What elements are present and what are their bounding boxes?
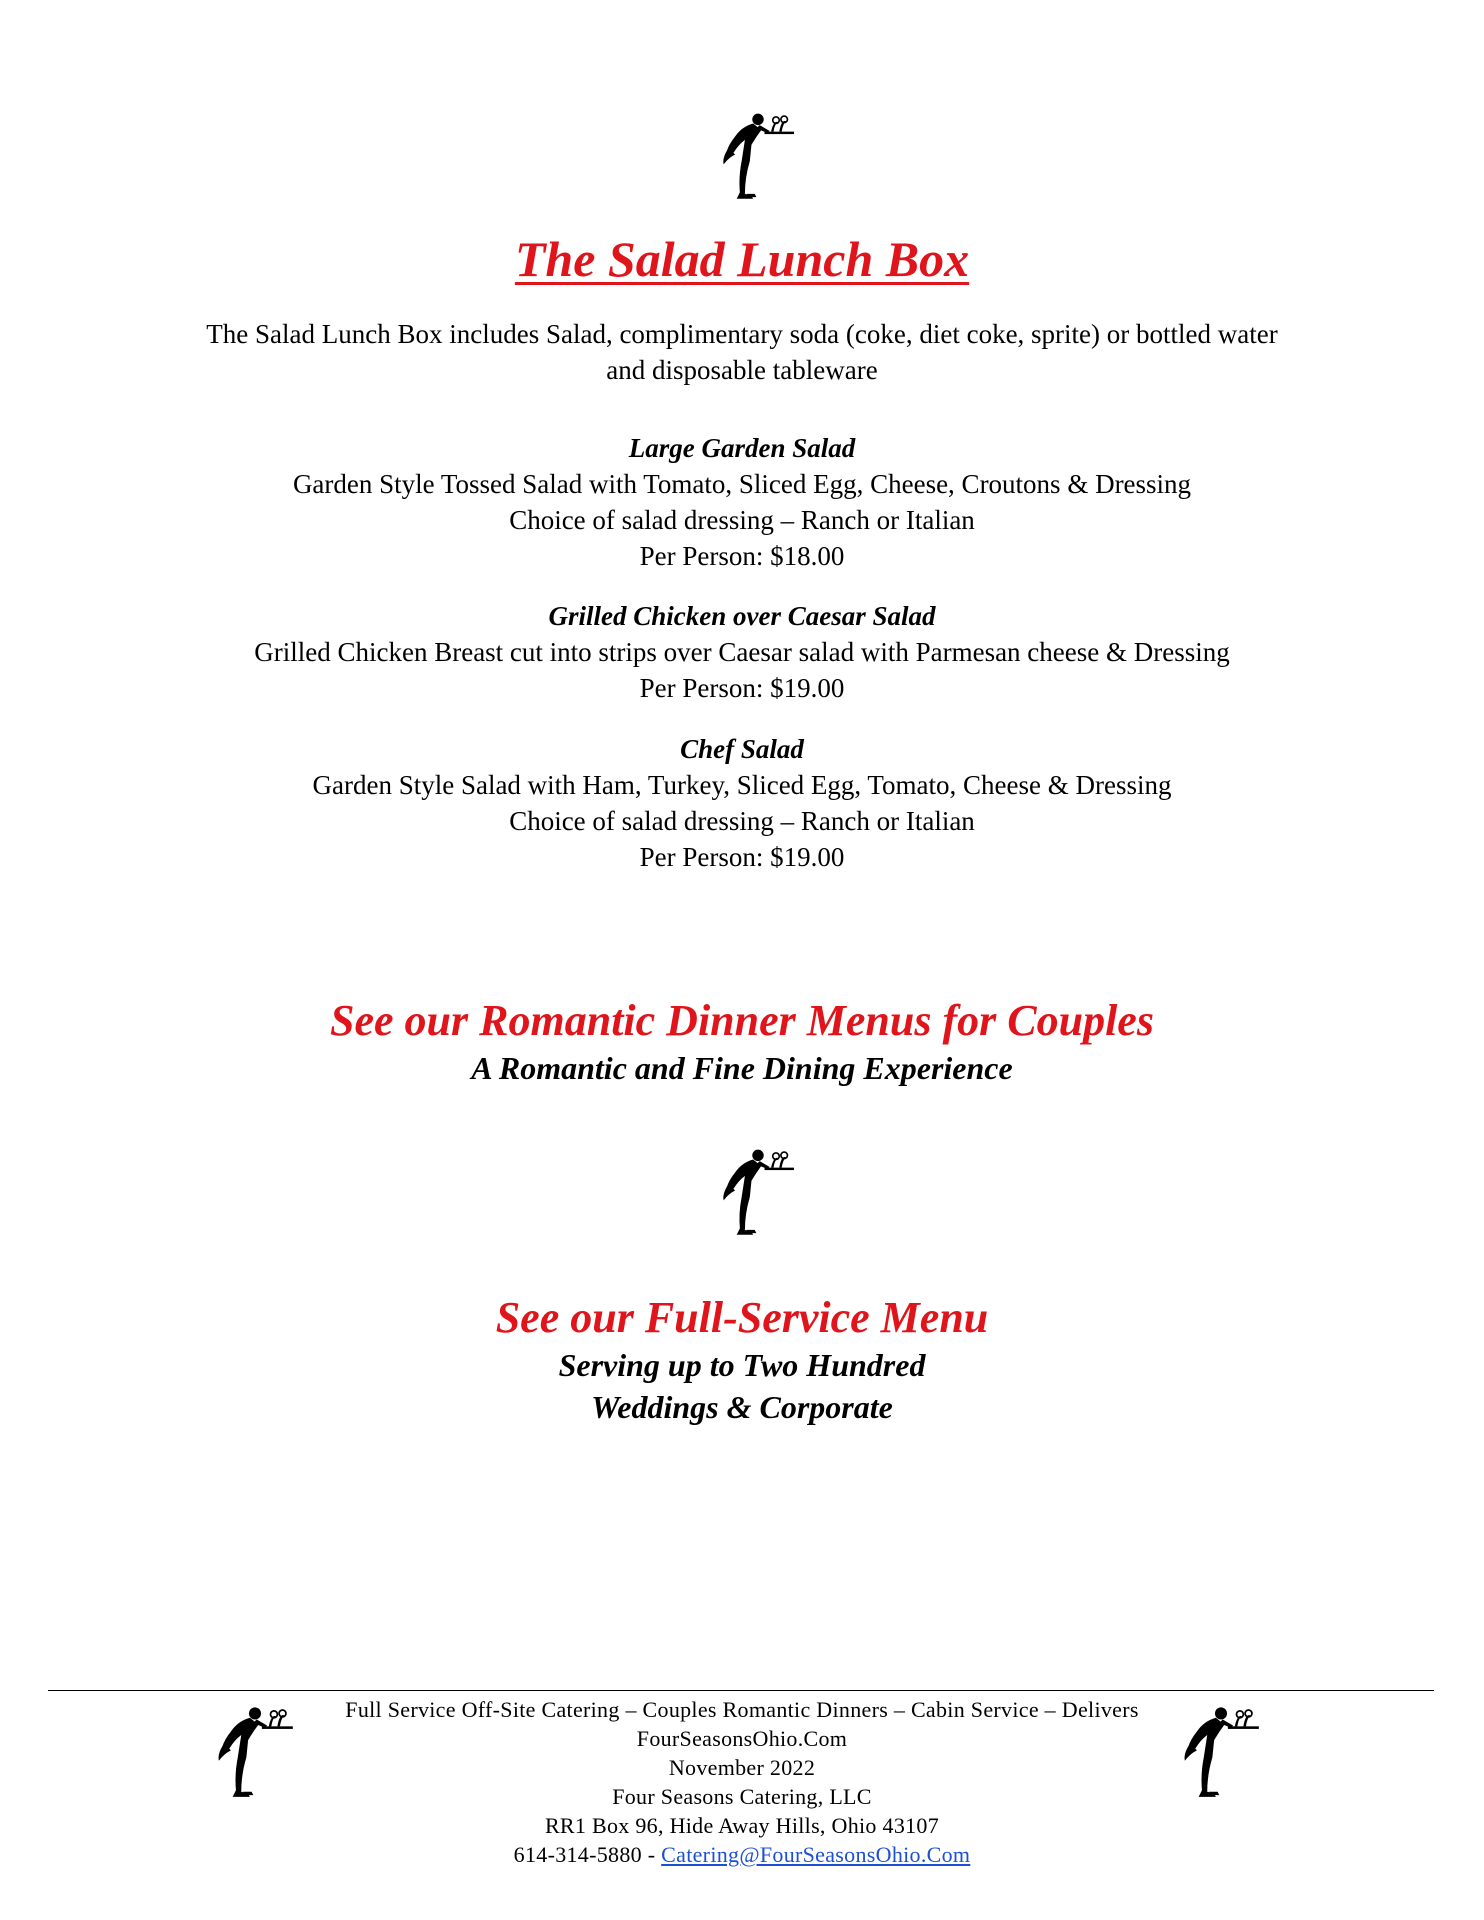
promo-full-service [0, 1292, 1484, 1428]
footer-email-link[interactable]: Catering@FourSeasonsOhio.Com [661, 1842, 971, 1867]
menu-item-dressing: Choice of salad dressing – Ranch or Italian [509, 806, 975, 836]
footer-company: Four Seasons Catering, LLC [612, 1784, 872, 1809]
menu-item-grilled-chicken-caesar [0, 598, 1484, 706]
menu-item-name: Chef Salad [680, 734, 804, 764]
promo-full-service-subtitle-1: Serving up to Two Hundred [558, 1347, 926, 1383]
menu-item-price: Per Person: $19.00 [639, 842, 845, 872]
waiter-with-tray-icon [710, 112, 806, 202]
footer-phone: 614-314-5880 [513, 1842, 642, 1867]
page-title: The Salad Lunch Box [514, 231, 970, 287]
menu-item-price: Per Person: $19.00 [639, 673, 845, 703]
intro-line-2: and disposable tableware [606, 355, 878, 385]
menu-item-description: Garden Style Tossed Salad with Tomato, Sliced Egg, Cheese, Croutons & Dressing [292, 469, 1192, 499]
footer-services: Full Service Off-Site Catering – Couples Romantic Dinners – Cabin Service – Delivers [345, 1697, 1139, 1722]
menu-item-name: Large Garden Salad [628, 433, 856, 463]
menu-item-name: Grilled Chicken over Caesar Salad [548, 601, 936, 631]
intro-line-1: The Salad Lunch Box includes Salad, complimentary soda (coke, diet coke, sprite) or bottled water [206, 319, 1278, 349]
menu-item-description: Grilled Chicken Breast cut into strips over Caesar salad with Parmesan cheese & Dressing [254, 637, 1230, 667]
footer-date: November 2022 [668, 1755, 816, 1780]
menu-item-chef-salad [0, 731, 1484, 875]
menu-item-description: Garden Style Salad with Ham, Turkey, Sliced Egg, Tomato, Cheese & Dressing [312, 770, 1172, 800]
menu-item-dressing: Choice of salad dressing – Ranch or Italian [509, 505, 975, 535]
promo-full-service-subtitle-2: Weddings & Corporate [591, 1389, 893, 1425]
intro-text [0, 316, 1484, 388]
footer-separator: - [641, 1842, 662, 1867]
footer-website: FourSeasonsOhio.Com [636, 1726, 848, 1751]
footer [0, 1695, 1484, 1869]
promo-romantic-subtitle: A Romantic and Fine Dining Experience [471, 1050, 1013, 1086]
waiter-with-tray-icon [710, 1148, 806, 1238]
footer-contact [0, 1840, 1484, 1869]
footer-address: RR1 Box 96, Hide Away Hills, Ohio 43107 [544, 1813, 940, 1838]
promo-romantic-title[interactable]: See our Romantic Dinner Menus for Couples [330, 996, 1154, 1045]
promo-romantic-dinner [0, 995, 1484, 1089]
menu-item-price: Per Person: $18.00 [639, 541, 845, 571]
menu-item-large-garden-salad [0, 430, 1484, 574]
footer-divider [48, 1690, 1434, 1691]
promo-full-service-title[interactable]: See our Full-Service Menu [495, 1293, 989, 1342]
